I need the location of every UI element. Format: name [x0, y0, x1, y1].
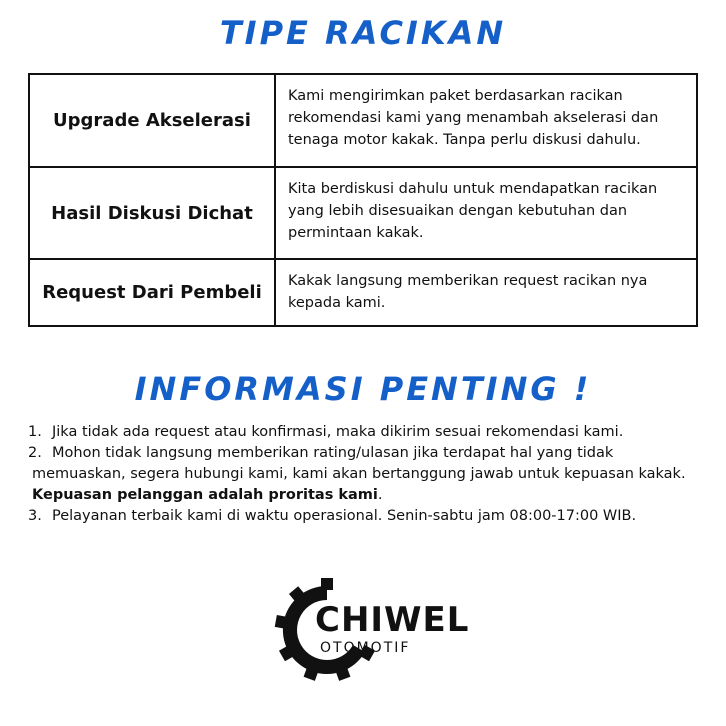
section-title-tipe-racikan: TIPE RACIKAN [219, 14, 507, 52]
section-title-informasi-penting: INFORMASI PENTING ! [134, 370, 592, 408]
tipe-racikan-table [28, 73, 698, 327]
info-list [22, 422, 712, 527]
type-description: Kita berdiskusi dahulu untuk mendapatkan racikan yang lebih disesuaikan dengan kebutuhan dan permintaan kakak. [275, 167, 697, 260]
list-text: Jika tidak ada request atau konfirmasi, maka dikirim sesuai rekomendasi kami. [52, 424, 624, 440]
brand-subtitle: OTOMOTIF [320, 640, 411, 656]
type-description: Kami mengirimkan paket berdasarkan racikan rekomendasi kami yang menambah akselerasi dan tenaga motor kakak. Tanpa perlu diskusi dahulu. [275, 74, 697, 167]
list-number: 2. [28, 445, 42, 461]
table-row [29, 259, 697, 326]
list-text: Pelayanan terbaik kami di waktu operasional. Senin-sabtu jam 08:00-17:00 WIB. [52, 508, 637, 524]
brand-name: CHIWEL [315, 600, 470, 640]
list-number: 1. [28, 424, 42, 440]
table-row [29, 167, 697, 260]
list-text-suffix: . [377, 487, 383, 503]
list-text-bold: Kepuasan pelanggan adalah proritas kami [32, 487, 378, 503]
type-name: Request Dari Pembeli [29, 259, 275, 326]
table-row [29, 74, 697, 167]
list-text-line1: Mohon tidak langsung memberikan rating/ulasan jika terdapat hal yang tidak [52, 445, 614, 461]
type-name: Upgrade Akselerasi [29, 74, 275, 167]
list-text-line3 [32, 485, 712, 506]
list-number: 3. [28, 508, 42, 524]
list-item [22, 506, 712, 527]
list-item [22, 443, 712, 506]
type-name: Hasil Diskusi Dichat [29, 167, 275, 260]
type-description: Kakak langsung memberikan request racikan nya kepada kami. [275, 259, 697, 326]
list-item [22, 422, 712, 443]
list-text-line2: memuaskan, segera hubungi kami, kami akan bertanggung jawab untuk kepuasan kakak. [32, 466, 686, 482]
